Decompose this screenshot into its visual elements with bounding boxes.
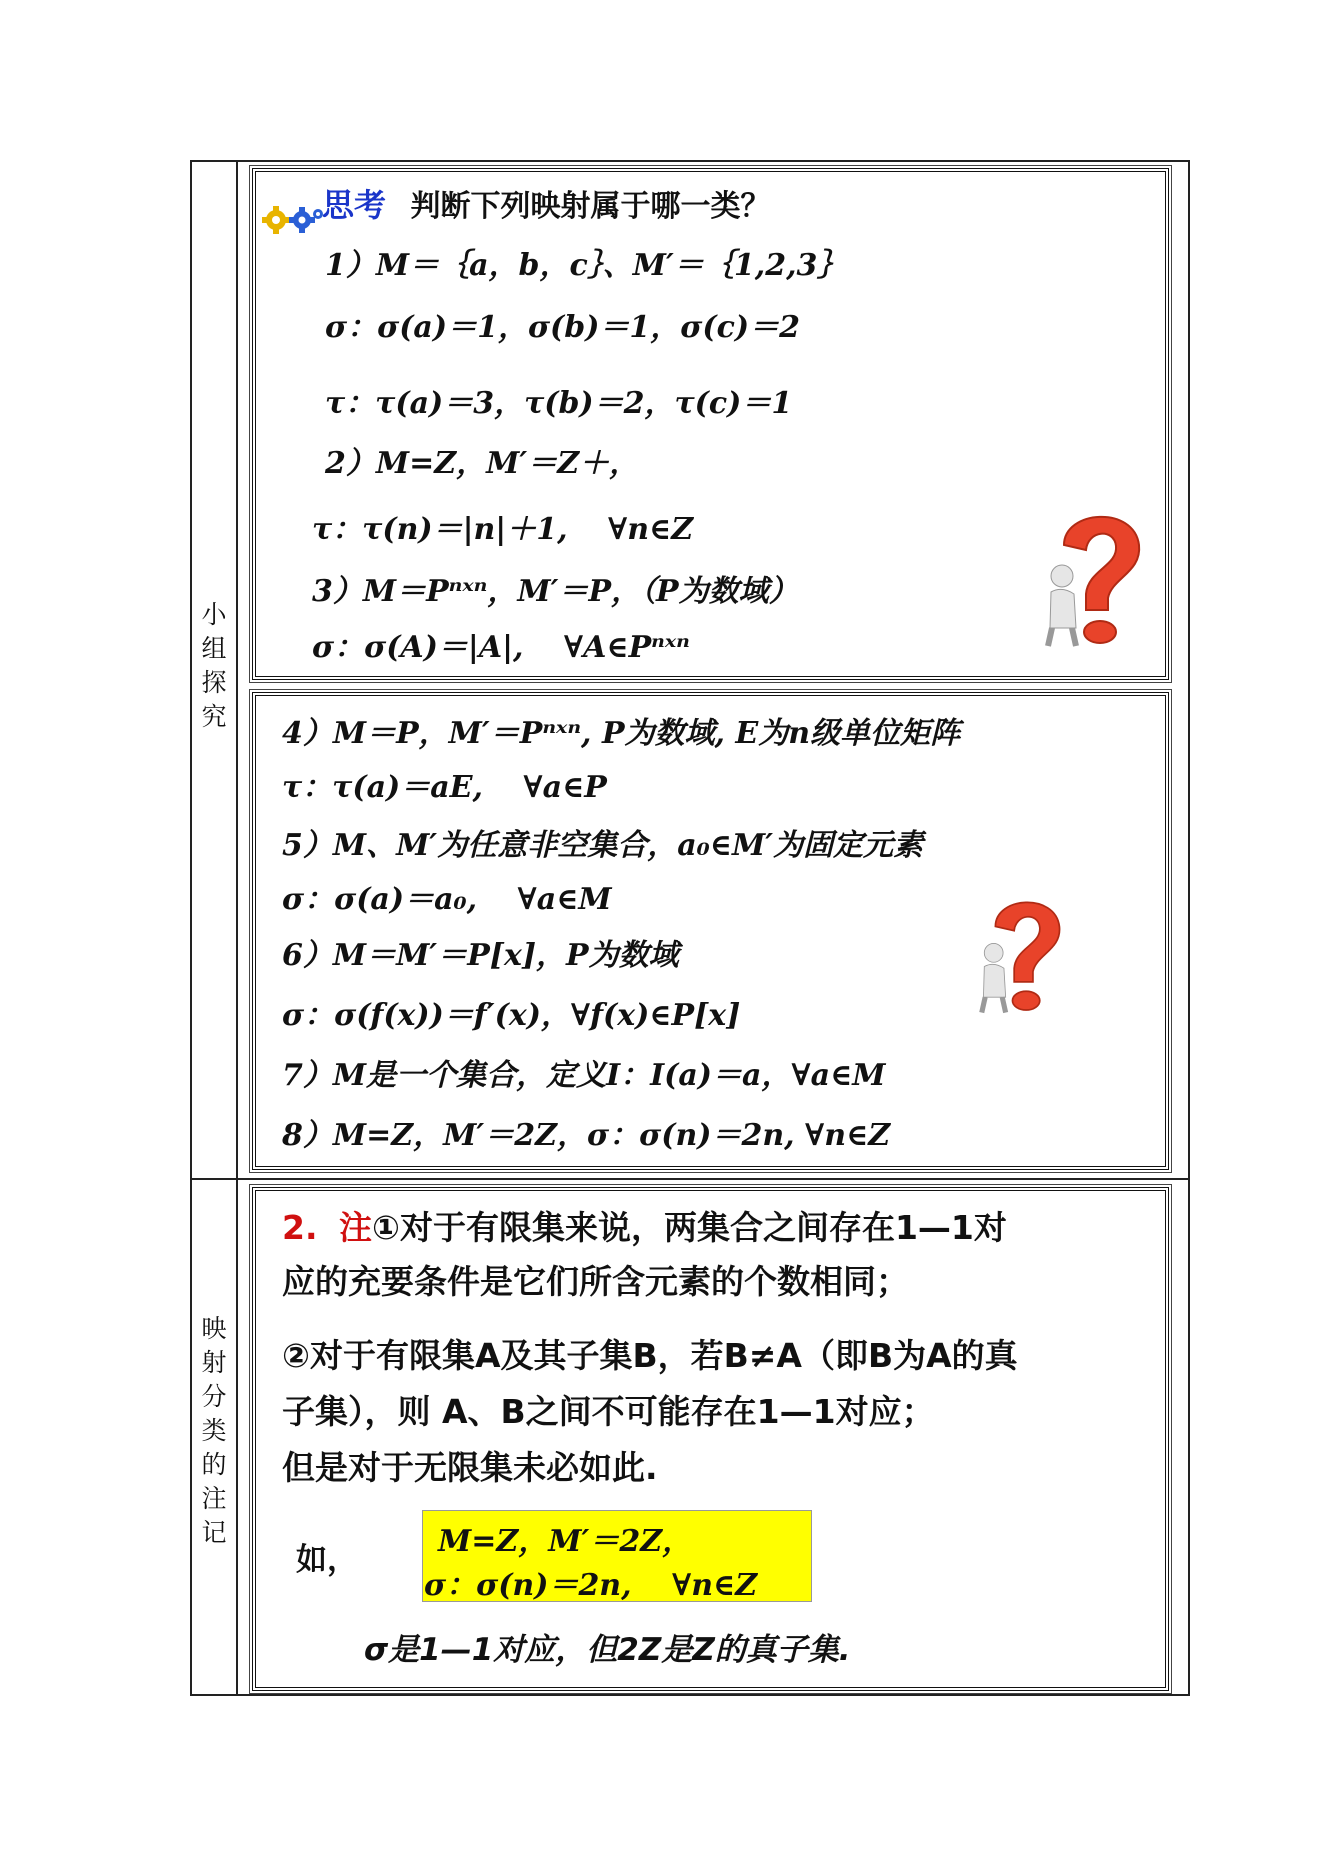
side-char: 的 <box>201 1450 227 1479</box>
side-char: 类 <box>201 1416 227 1445</box>
case-line-4-map: τ：τ(a)＝aE, ∀a∈P <box>282 770 607 805</box>
side-char: 组 <box>201 634 227 663</box>
gears-icon <box>258 200 328 236</box>
note-line-5: 但是对于无限集未必如此. <box>282 1448 658 1487</box>
note-line-1 <box>282 1202 1007 1249</box>
example-line-2: σ：σ(n)＝2n, ∀n∈Z <box>424 1568 758 1603</box>
note-text-1: ①对于有限集来说，两集合之间存在1—1对 <box>372 1208 1007 1247</box>
note-label: 注 <box>339 1208 372 1247</box>
question-mark-figure-icon <box>966 888 1076 1016</box>
side-char: 探 <box>201 668 227 697</box>
table-row-divider <box>190 1178 1190 1180</box>
side-char: 究 <box>201 702 227 731</box>
case-line-7: 7）M是一个集合，定义I：I(a)＝a，∀a∈M <box>282 1058 886 1093</box>
question-mark-figure-icon <box>1034 500 1154 650</box>
table-column-divider <box>236 160 238 1696</box>
side-label-mapping-notes <box>196 1312 232 1550</box>
think-line-6: 3）M＝Pⁿˣⁿ，M′＝P，（P为数域） <box>312 574 799 609</box>
case-line-4: 4）M＝P，M′＝Pⁿˣⁿ, P为数域, E为n级单位矩阵 <box>282 716 961 751</box>
note-line-4: 子集），则 A、B之间不可能存在1—1对应； <box>282 1392 935 1431</box>
side-char: 分 <box>201 1382 227 1411</box>
side-char: 记 <box>201 1518 227 1547</box>
note-number: 2. <box>282 1208 318 1247</box>
note-line-3: ②对于有限集A及其子集B，若B≠A（即B为A的真 <box>282 1336 1018 1375</box>
think-line-4: 2）M=Z，M′＝Z＋， <box>325 446 640 481</box>
think-question: 判断下列映射属于哪一类？ <box>410 189 771 224</box>
example-line-1: M=Z，M′＝2Z， <box>438 1524 693 1559</box>
side-label-group-explore <box>196 598 232 734</box>
think-heading <box>322 180 770 226</box>
case-line-6-map: σ：σ(f(x))＝f′(x)，∀f(x)∈P[x] <box>282 998 741 1033</box>
side-char: 射 <box>201 1348 227 1377</box>
think-line-5: τ：τ(n)＝|n|＋1, ∀n∈Z <box>312 512 694 547</box>
think-line-1: 1）M＝｛a，b，c｝、M′＝｛1,2,3｝ <box>325 248 848 283</box>
case-line-5: 5）M、M′为任意非空集合，a₀∈M′为固定元素 <box>282 828 924 863</box>
case-line-6: 6）M＝M′＝P[x]，P为数域 <box>282 938 679 973</box>
think-line-2: σ：σ(a)＝1，σ(b)＝1，σ(c)＝2 <box>325 310 800 345</box>
think-line-7: σ：σ(A)＝|A|, ∀A∈Pⁿˣⁿ <box>312 630 690 665</box>
example-prefix: 如， <box>296 1542 358 1578</box>
note-conclusion: σ是1—1对应，但2Z是Z的真子集. <box>364 1632 851 1668</box>
side-char: 小 <box>201 600 227 629</box>
case-line-5-map: σ：σ(a)＝a₀, ∀a∈M <box>282 882 612 917</box>
note-line-2: 应的充要条件是它们所含元素的个数相同； <box>282 1262 909 1301</box>
side-char: 映 <box>201 1314 227 1343</box>
think-line-3: τ：τ(a)＝3，τ(b)＝2，τ(c)＝1 <box>325 386 793 421</box>
case-line-8: 8）M=Z，M′＝2Z，σ：σ(n)＝2n, ∀n∈Z <box>282 1118 891 1153</box>
think-title: 思考 <box>322 186 387 224</box>
side-char: 注 <box>201 1484 227 1513</box>
